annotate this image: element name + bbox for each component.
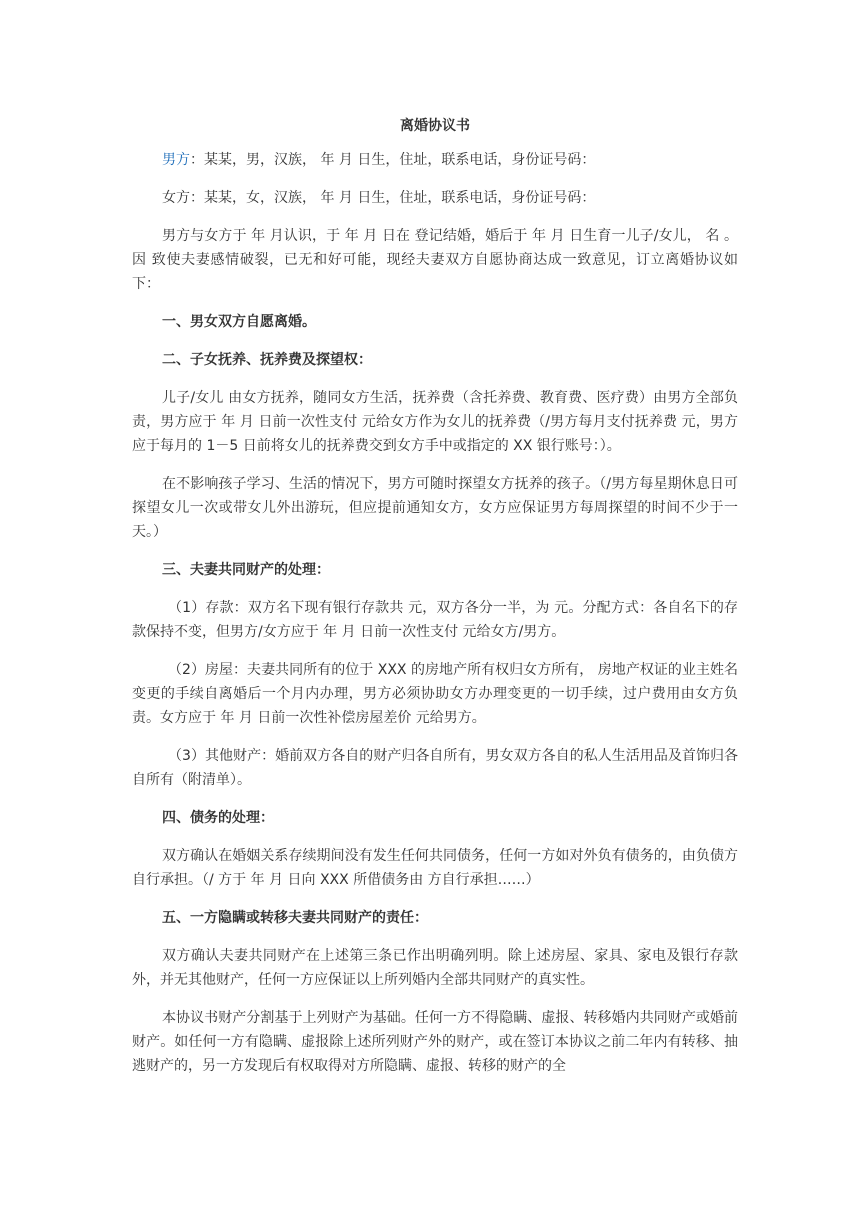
document-page <box>132 108 738 1092</box>
section3-heading: 三、夫妻共同财产的处理： <box>162 562 330 578</box>
section2-paragraph-custody: 儿子/女儿 由女方抚养，随同女方生活，抚养费（含托养费、教育费、医疗费）由男方全部负责，男方应于 年 月 日前一次性支付 元给女方作为女儿的抚养费（/男方每月支付抚养费 元，男方应于每月的 1－5 日前将女儿的抚养费交到女方手中或指定的 XX 银行账号：）。 <box>132 390 738 454</box>
section4-heading: 四、债务的处理： <box>162 810 274 826</box>
party-male-details: ：某某，男，汉族， 年 月 日生，住址，联系电话，身份证号码： <box>190 152 596 168</box>
section5-heading: 五、一方隐瞒或转移夫妻共同财产的责任： <box>162 910 428 926</box>
section3-item-other: （3）其他财产：婚前双方各自的财产归各自所有，男女双方各自的私人生活用品及首饰归各自所有（附清单）。 <box>132 748 738 788</box>
document-title: 离婚协议书 <box>400 118 470 134</box>
section5-paragraph-basis: 本协议书财产分割基于上列财产为基础。任何一方不得隐瞒、虚报、转移婚内共同财产或婚前财产。如任何一方有隐瞒、虚报除上述所列财产外的财产，或在签订本协议之前二年内有转移、抽逃财产的，另一方发现后有权取得对方所隐瞒、虚报、转移的财产的全 <box>132 1010 738 1074</box>
section4-paragraph: 双方确认在婚姻关系存续期间没有发生任何共同债务，任何一方如对外负有债务的，由负债方自行承担。（/ 方于 年 月 日向 XXX 所借债务由 方自行承担……） <box>132 848 738 888</box>
section1-heading: 一、男女双方自愿离婚。 <box>162 314 316 330</box>
section3-item-house: （2）房屋：夫妻共同所有的位于 XXX 的房地产所有权归女方所有， 房地产权证的业主姓名变更的手续自离婚后一个月内办理，男方必须协助女方办理变更的一切手续，过户费用由女方负责。女方应于 年 月 日前一次性补偿房屋差价 元给男方。 <box>132 662 738 726</box>
party-male-label[interactable]: 男方 <box>162 152 190 168</box>
intro-paragraph: 男方与女方于 年 月认识，于 年 月 日在 登记结婚，婚后于 年 月 日生育一儿子/女儿， 名 。因 致使夫妻感情破裂，已无和好可能，现经夫妻双方自愿协商达成一致意见，订立离婚协议如下： <box>132 228 738 292</box>
party-female-line: 女方：某某，女，汉族， 年 月 日生，住址，联系电话，身份证号码： <box>162 190 596 206</box>
section3-item-deposits: （1）存款：双方名下现有银行存款共 元，双方各分一半，为 元。分配方式：各自名下的存款保持不变，但男方/女方应于 年 月 日前一次性支付 元给女方/男方。 <box>132 600 738 640</box>
section2-paragraph-visitation: 在不影响孩子学习、生活的情况下，男方可随时探望女方抚养的孩子。（/男方每星期休息日可探望女儿一次或带女儿外出游玩，但应提前通知女方，女方应保证男方每周探望的时间不少于一天。） <box>132 476 738 540</box>
party-male-line <box>132 148 738 172</box>
section5-paragraph-confirm: 双方确认夫妻共同财产在上述第三条已作出明确列明。除上述房屋、家具、家电及银行存款外，并无其他财产，任何一方应保证以上所列婚内全部共同财产的真实性。 <box>132 948 738 988</box>
section2-heading: 二、子女抚养、抚养费及探望权： <box>162 352 372 368</box>
